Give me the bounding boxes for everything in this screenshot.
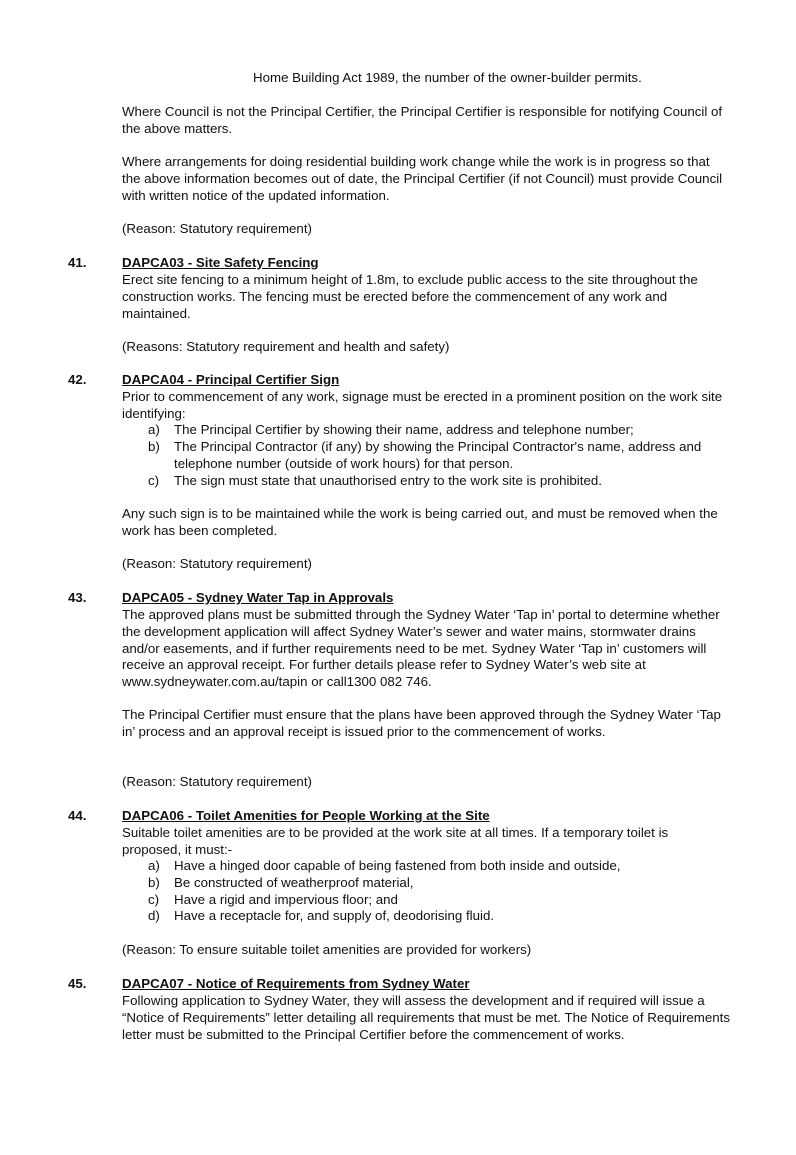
- condition-number: 42.: [68, 372, 87, 387]
- list-item-label: d): [148, 908, 160, 923]
- list-item-label: c): [148, 892, 160, 907]
- condition-paragraph: Prior to commencement of any work, signage must be erected in a prominent position on the work site identifying:: [122, 389, 723, 421]
- condition-number: 44.: [68, 808, 87, 823]
- list-item-text: The Principal Contractor (if any) by showing the Principal Contractor's name, address and telephone number (outside of work hours) for that person.: [174, 439, 702, 471]
- intro-paragraph: Where arrangements for doing residential building work change while the work is in progress so that the above information becomes out of date, the Principal Certifier (if not Council) must provide Council with written notice of the updated information.: [122, 154, 723, 203]
- condition-heading: DAPCA04 - Principal Certifier Sign: [122, 372, 340, 387]
- list-item-label: c): [148, 473, 160, 488]
- intro-paragraph: Where Council is not the Principal Certifier, the Principal Certifier is responsible for notifying Council of the above matters.: [122, 104, 723, 136]
- list-item-text: Have a rigid and impervious floor; and: [174, 892, 398, 907]
- list-item-label: b): [148, 875, 160, 890]
- condition-number: 45.: [68, 976, 87, 991]
- list-item-text: The Principal Certifier by showing their name, address and telephone number;: [174, 422, 634, 437]
- condition-paragraph: Erect site fencing to a minimum height of 1.8m, to exclude public access to the site throughout the construction works. The fencing must be erected before the commencement of any work and maintained.: [122, 272, 698, 321]
- list-item-label: b): [148, 439, 160, 454]
- list-item-text: Have a hinged door capable of being fastened from both inside and outside,: [174, 858, 621, 873]
- reason-text: (Reason: Statutory requirement): [122, 556, 312, 571]
- condition-heading: DAPCA05 - Sydney Water Tap in Approvals: [122, 590, 394, 605]
- condition-number: 43.: [68, 590, 87, 605]
- condition-paragraph: The approved plans must be submitted through the Sydney Water ‘Tap in’ portal to determine whether the development application will affect Sydney Water’s sewer and water mains, stormwater drains and/or easements, and if further requirements need to be met. Sydney Water ‘Tap in’ customers will receive an approval receipt. For further details please refer to Sydney Water’s web site at www.sydneywater.com.au/tapin or call1300 082 746.: [122, 607, 720, 690]
- reason-text: (Reasons: Statutory requirement and health and safety): [122, 339, 450, 354]
- condition-paragraph: The Principal Certifier must ensure that the plans have been approved through the Sydney Water ‘Tap in’ process and an approval receipt is issued prior to the commencement of works.: [122, 707, 721, 739]
- list-item-text: Have a receptacle for, and supply of, deodorising fluid.: [174, 908, 495, 923]
- condition-heading: DAPCA07 - Notice of Requirements from Sydney Water: [122, 976, 470, 991]
- continuation-text: Home Building Act 1989, the number of the owner-builder permits.: [253, 70, 642, 85]
- list-item-text: The sign must state that unauthorised entry to the work site is prohibited.: [174, 473, 602, 488]
- condition-heading: DAPCA06 - Toilet Amenities for People Working at the Site: [122, 808, 490, 823]
- condition-heading: DAPCA03 - Site Safety Fencing: [122, 255, 319, 270]
- list-item-text: Be constructed of weatherproof material,: [174, 875, 414, 890]
- reason-text: (Reason: To ensure suitable toilet amenities are provided for workers): [122, 942, 532, 957]
- list-item-label: a): [148, 858, 160, 873]
- reason-text: (Reason: Statutory requirement): [122, 221, 312, 236]
- list-item-label: a): [148, 422, 160, 437]
- condition-paragraph: Any such sign is to be maintained while the work is being carried out, and must be removed when the work has been completed.: [122, 506, 718, 538]
- condition-paragraph: Following application to Sydney Water, they will assess the development and if required will issue a “Notice of Requirements” letter detailing all requirements that must be met. The Notice of Requirements letter must be submitted to the Principal Certifier before the commencement of works.: [122, 993, 730, 1042]
- condition-number: 41.: [68, 255, 87, 270]
- reason-text: (Reason: Statutory requirement): [122, 774, 312, 789]
- condition-paragraph: Suitable toilet amenities are to be provided at the work site at all times. If a temporary toilet is proposed, it must:-: [122, 825, 669, 857]
